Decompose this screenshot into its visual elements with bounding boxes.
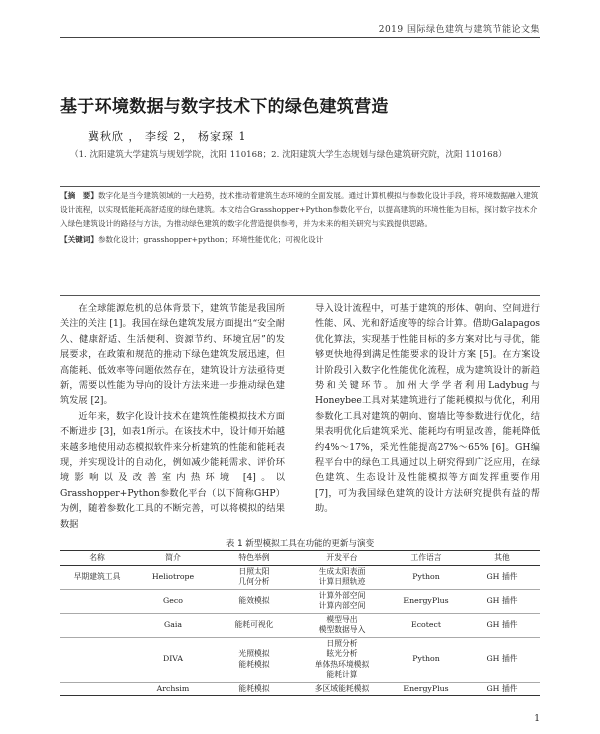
abstract-block [60, 186, 540, 247]
table-cell: EnergyPlus [388, 682, 464, 696]
table-cell-line: 单体热环境模拟 [314, 659, 370, 669]
table-cell: Geco [134, 589, 212, 613]
table-cell: 早期建筑工具 [60, 565, 134, 589]
table-caption: 表 1 新型模拟工具在功能的更新与演变 [225, 539, 375, 549]
table-cell: GH 插件 [464, 637, 540, 682]
table-cell: EnergyPlus [388, 589, 464, 613]
table-row [60, 613, 540, 637]
body-column-left [60, 301, 285, 532]
table-cell [60, 682, 134, 696]
table-cell [296, 682, 388, 696]
header-rule [60, 37, 540, 38]
keywords-label: 【关键词】 [60, 235, 98, 244]
authors: 冀秋欣 ， 李绥 2， 杨家琛 1 [88, 130, 247, 143]
table-cell [296, 637, 388, 682]
abstract-label: 【摘 要】 [60, 191, 98, 200]
table-cell [212, 565, 296, 589]
table-header-row [60, 551, 540, 565]
table-cell-line: 模型导出 [326, 614, 358, 624]
table-row [60, 589, 540, 613]
table-header-cell: 其他 [464, 551, 540, 565]
table-cell: GH 插件 [464, 682, 540, 696]
table-cell-line: 多区域能耗模拟 [314, 683, 370, 693]
table-header-cell: 名称 [60, 551, 134, 565]
table-cell: Ecotect [388, 613, 464, 637]
affiliations: （1. 沈阳建筑大学建筑与规划学院，沈阳 110168；2. 沈阳建筑大学生态规划与绿色建筑研究院，沈阳 110168） [70, 150, 507, 160]
table-cell-line: 计算内部空间 [318, 601, 366, 610]
keywords [60, 233, 540, 247]
table-cell [60, 613, 134, 637]
table-cell: Heliotrope [134, 565, 212, 589]
table-cell-line: 计算外部空间 [318, 590, 366, 600]
table-header-cell: 特色举例 [212, 551, 296, 565]
table-cell-line: 能耗计算 [326, 670, 358, 679]
data-table [60, 551, 540, 696]
table-cell [212, 637, 296, 682]
paper-title: 基于环境数据与数字技术下的绿色建筑营造 [60, 97, 389, 117]
table-header-cell: 开发平台 [296, 551, 388, 565]
table-cell [60, 589, 134, 613]
table-cell [60, 637, 134, 682]
paragraph: 在全球能源危机的总体背景下，建筑节能是我国所关注的关注 [1]。我国在绿色建筑发展方面提出“安全耐久、健康舒适、生活便利、资源节约、环境宜居”的发展要求，在政策和规范的推动下绿色建筑发展迅速，但高能耗、低效率等问题依然存在，建筑设计方法亟待更新，需要以性能为导向的设计方法来进一步推动绿色建筑发展 [2]。 [60, 303, 285, 407]
table-cell: GH 插件 [464, 589, 540, 613]
body-column-right [315, 301, 540, 517]
keywords-text: 参数化设计；grasshopper+python；环境性能优化；可视化设计 [97, 235, 324, 244]
table-cell: GH 插件 [464, 565, 540, 589]
table-cell-line: 能效模拟 [238, 595, 270, 605]
table-cell-line: 眩光分析 [326, 649, 358, 658]
paragraph: 导入设计流程中，可基于建筑的形体、朝向、空间进行性能、风、光和舒适度等的综合计算。借助Galapagos优化算法，实现基于性能目标的多方案对比与寻优，能够更快地得到满足性能要求的设计方案 [5]。在方案设计阶段引入数字化性能优化流程，成为建筑设计的新趋势和关键环节。加州大学学者利用Ladybug与Honeybee工具对某建筑进行了能耗模拟与优化，利用参数化工具对建筑的朝向、窗墙比等参数进行优化，结果表明优化后建筑采光、能耗均有明显改善，能耗降低约4%～17%，采光性能提高27%～65% [6]。GH编程平台中的绿色工具通过以上研究得到广泛应用，在绿色建筑、生态设计及性能模拟等方面发挥重要作用 [7]，可为我国绿色建筑的设计方法研究提供有益的帮助。 [315, 303, 540, 515]
table-cell-line: 光照模拟 [238, 649, 270, 658]
table-cell-line: 能耗可视化 [234, 619, 274, 629]
abstract-text: 数字化是当今建筑领域的一大趋势，技术推动着建筑生态环境的全面发展。通过计算机模拟与参数化设计手段，将环境数据融入建筑设计流程，以实现低能耗高舒适度的绿色建筑。本文结合Grasshopper+Python参数化平台，以提高建筑的环境性能为目标，探讨数字技术介入绿色建筑设计的路径与方法，为推动绿色建筑的数字化营造提供参考，并为未来的相关研究与实践提供思路。 [60, 191, 539, 228]
table-cell: Gaia [134, 613, 212, 637]
table-row [60, 637, 540, 682]
table-cell: Python [388, 637, 464, 682]
table-row [60, 565, 540, 589]
abstract-rule [60, 295, 540, 296]
table-cell-line: 日照太阳 [238, 566, 270, 576]
table-cell [212, 589, 296, 613]
table-cell-line: 能耗模拟 [238, 683, 270, 693]
table-cell-line: 模型数据导入 [318, 625, 366, 634]
table-cell-line: 生成太阳表面 [318, 566, 366, 576]
table-cell [212, 682, 296, 696]
table-cell-line: 几何分析 [238, 577, 270, 586]
table-cell-line: 日照分析 [326, 638, 358, 648]
paragraph: 近年来，数字化设计技术在建筑性能模拟技术方面不断进步 [3]，如表1所示。在该技术中，设计师开始越来越多地使用动态模拟软件来分析建筑的性能和能耗表现，并实现设计的自动化，例如减少能耗需求、评价环境影响以及改善室内热环境 [4]。以Grasshopper+Python参数化平台（以下简称GHP）为例，随着参数化工具的不断完善，可以将模拟的结果数据 [60, 410, 285, 530]
table-cell [212, 613, 296, 637]
page-number: 1 [534, 714, 540, 724]
table-header-cell: 工作语言 [388, 551, 464, 565]
table-cell: GH 插件 [464, 613, 540, 637]
table-cell-line: 计算日照轨迹 [318, 577, 366, 586]
running-header: 2019 国际绿色建筑与建筑节能论文集 [378, 25, 540, 35]
table-cell-line: 能耗模拟 [238, 659, 270, 669]
abstract [60, 189, 540, 231]
table-header-cell: 简介 [134, 551, 212, 565]
table-cell: DIVA [134, 637, 212, 682]
table-row [60, 682, 540, 696]
table-cell: Python [388, 565, 464, 589]
table-cell: Archsim [134, 682, 212, 696]
table-cell [296, 565, 388, 589]
table-cell [296, 613, 388, 637]
table-cell [296, 589, 388, 613]
